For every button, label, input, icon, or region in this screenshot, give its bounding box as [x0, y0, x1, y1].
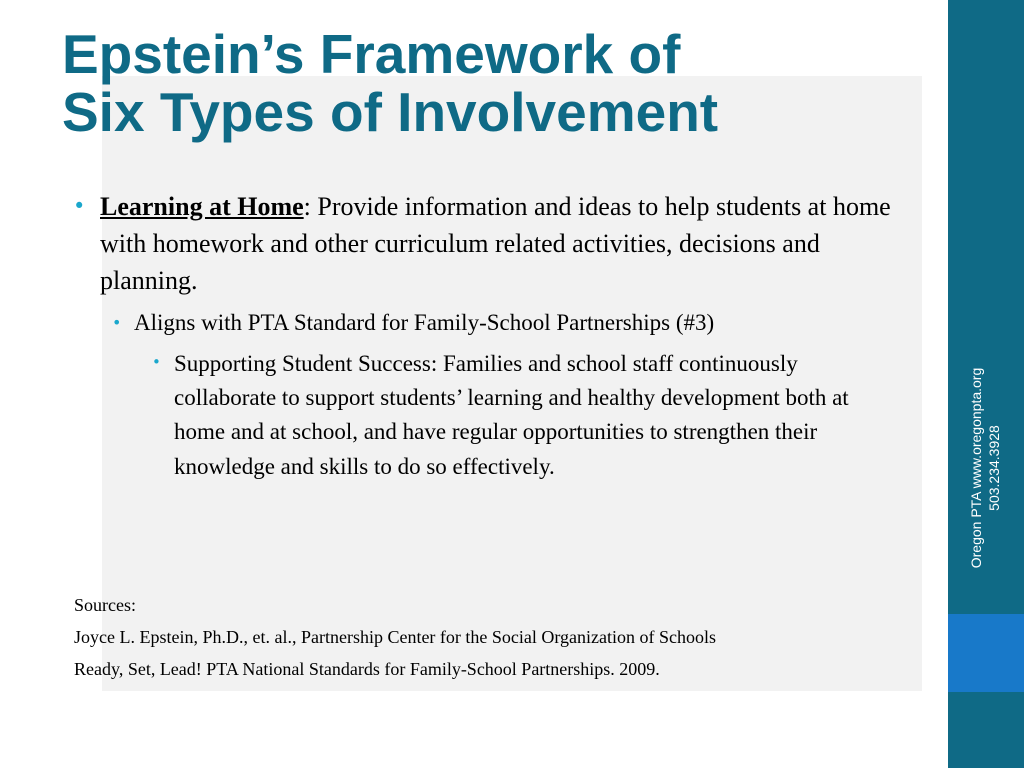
sources-heading: Sources:	[74, 595, 136, 615]
bullet-text: : Provide information and ideas to help students at home with homework and other curriculum related activities, decisions and planning.	[100, 192, 891, 295]
bullet-dot-icon: •	[112, 313, 122, 332]
source-item: Joyce L. Epstein, Ph.D., et. al., Partnership Center for the Social Organization of Schools	[74, 627, 717, 647]
sources-section	[74, 589, 914, 685]
sidebar-contact-line-2: 503.234.3928	[986, 425, 1002, 511]
slide-title-line-2: Six Types of Involvement	[62, 81, 719, 143]
bullet-pta-standard: Aligns with PTA Standard for Family-School Partnerships (#3)	[134, 310, 715, 335]
bullet-dot-icon: •	[73, 194, 86, 218]
sidebar-contact-line-1: Oregon PTA www.oregonpta.org	[968, 367, 984, 569]
source-item: Ready, Set, Lead! PTA National Standards for Family-School Partnerships. 2009.	[74, 659, 660, 679]
sidebar-accent-block	[948, 614, 1024, 692]
sidebar-contact-text	[967, 368, 1003, 569]
bullet-learning-at-home	[100, 188, 900, 299]
slide-title	[62, 25, 922, 141]
bullet-supporting-student-success: Supporting Student Success: Families and school staff continuously collaborate to support students’ learning and healthy development both at home and at school, and have regular opportunities to strengthen their knowledge and skills to do so effectively.	[174, 351, 849, 479]
slide-title-line-1: Epstein’s Framework of	[62, 23, 681, 85]
bullet-dot-icon: •	[152, 353, 161, 371]
bullet-term: Learning at Home	[100, 192, 304, 221]
